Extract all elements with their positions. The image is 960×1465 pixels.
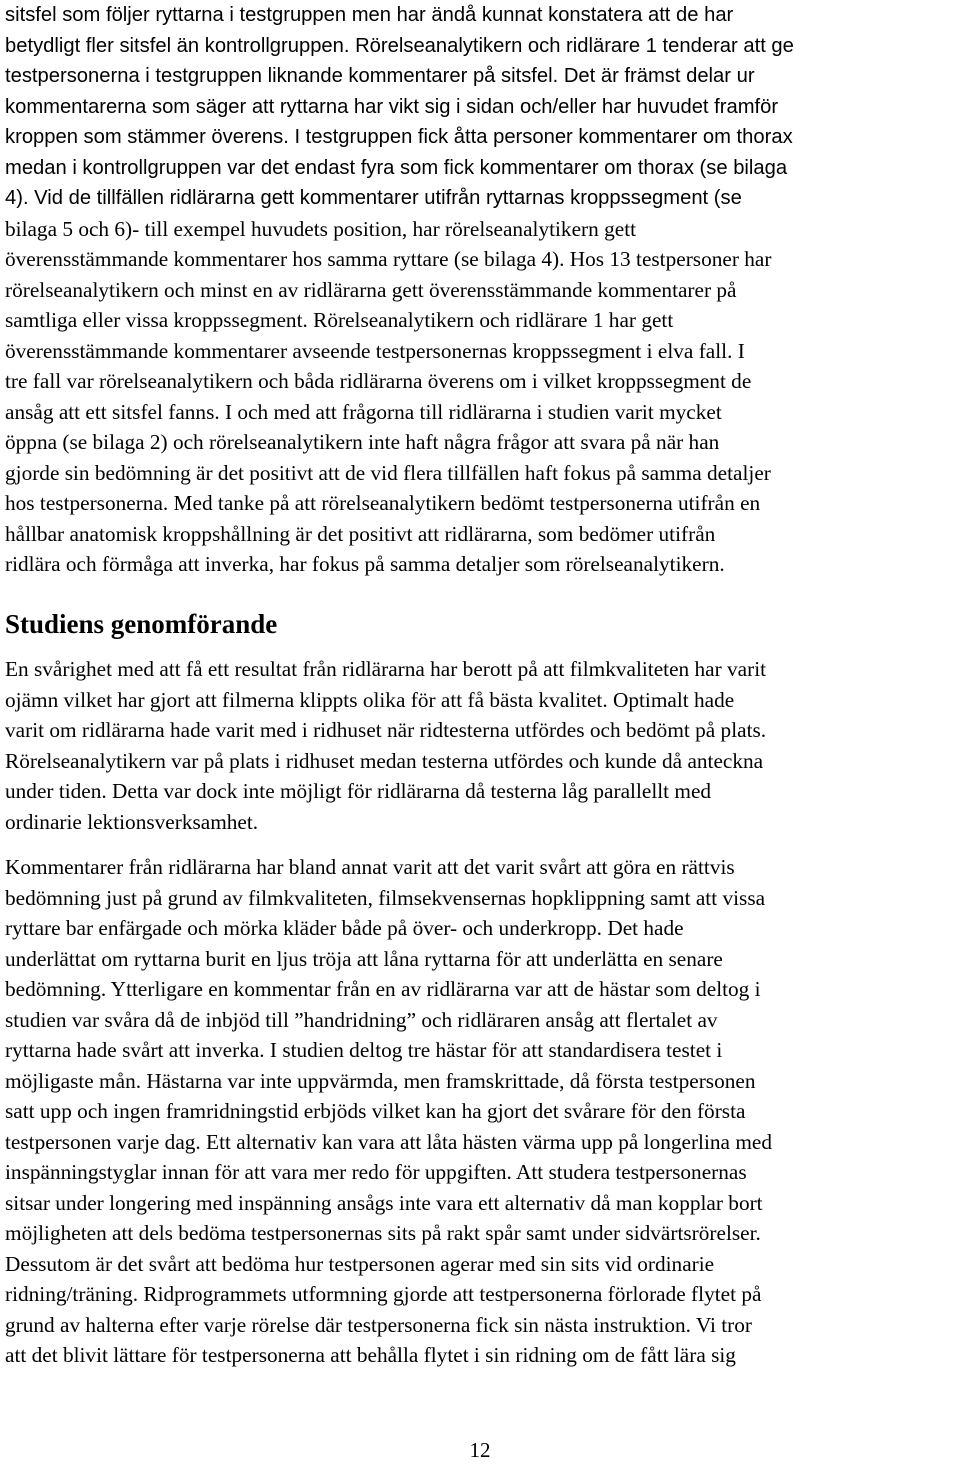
text-line: sitsar under longering med inspänning ansågs inte vara ett alternativ då man kopplar bort	[5, 1190, 763, 1215]
text-line: Kommentarer från ridlärarna har bland annat varit att det varit svårt att göra en rättvis	[5, 855, 735, 879]
text-line: tre fall var rörelseanalytikern och båda ridlärarna överens om i vilket kroppssegment de	[5, 369, 752, 393]
text-line: överensstämmande kommentarer avseende testpersonernas kroppssegment i elva fall. I	[5, 338, 745, 363]
text-line: bedömning just på grund av filmkvaliteten, filmsekvensernas hopklippning samt att vissa	[5, 885, 766, 910]
text-line: kroppen som stämmer överens. I testgruppen fick åtta personer kommentarer om thorax	[5, 126, 793, 148]
text-line: möjligaste mån. Hästarna var inte uppvärmda, men framskrittade, då första testpersonen	[5, 1068, 756, 1093]
text-line: ryttarna hade svårt att inverka. I studien deltog tre hästar för att standardisera testet i	[5, 1038, 723, 1062]
text-line: att det blivit lättare för testpersonerna att behålla flytet i sin ridning om de fått lära sig	[5, 1343, 736, 1367]
text-line: öppna (se bilaga 2) och rörelseanalytikern inte haft några frågor att svara på när han	[5, 430, 720, 454]
text-line: rörelseanalytikern och minst en av ridlärarna gett överensstämmande kommentarer på	[5, 277, 737, 302]
text-line: betydligt fler sitsfel än kontrollgruppen. Rörelseanalytikern och ridlärare 1 tenderar att ge	[5, 34, 794, 57]
text-line: underlättat om ryttarna burit en ljus tröja att låna ryttarna för att underlätta en senare	[5, 946, 723, 971]
paragraph-results-discussion	[5, 0, 960, 580]
text-line: bilaga 5 och 6)- till exempel huvudets position, har rörelseanalytikern gett	[5, 216, 637, 241]
text-line: under tiden. Detta var dock inte möjligt för ridlärarna då testerna låg parallellt med	[5, 779, 712, 803]
text-line: hos testpersonerna. Med tanke på att rörelseanalytikern bedömt testpersonerna utifrån en	[5, 491, 761, 515]
text-line: inspänningstyglar innan för att vara mer redo för uppgiften. Att studera testpersonernas	[5, 1160, 747, 1184]
text-line: kommentarerna som säger att ryttarna har vikt sig i sidan och/eller har huvudet framför	[5, 95, 779, 118]
text-line: sitsfel som följer ryttarna i testgruppen men har ändå kunnat konstatera att de har	[5, 4, 734, 26]
paragraph-study-execution	[5, 654, 960, 837]
section-heading: Studiens genomförande	[5, 609, 278, 639]
text-line: ojämn vilket har gjort att filmerna klippts olika för att få bästa kvalitet. Optimalt hade	[5, 687, 735, 712]
text-line: 4). Vid de tillfällen ridlärarna gett kommentarer utifrån ryttarnas kroppssegment (se	[5, 187, 742, 209]
text-line: möjligheten att dels bedöma testpersonernas sits på rakt spår samt under sidvärtsrörelser.	[5, 1221, 761, 1245]
text-line: Dessutom är det svårt att bedöma hur testpersonen agerar med sin sits vid ordinarie	[5, 1251, 715, 1276]
text-line: medan i kontrollgruppen var det endast fyra som fick kommentarer om thorax (se bilaga	[5, 156, 788, 179]
text-line: satt upp och ingen framridningstid erbjöds vilket kan ha gjort det svårare för den första	[5, 1099, 746, 1123]
text-line: ridning/träning. Ridprogrammets utformning gjorde att testpersonerna förlorade flytet på	[5, 1282, 762, 1306]
text-line: samtliga eller vissa kroppssegment. Rörelseanalytikern och ridlärare 1 har gett	[5, 308, 674, 332]
text-line: ordinarie lektionsverksamhet.	[5, 809, 259, 834]
text-line: överensstämmande kommentarer hos samma ryttare (se bilaga 4). Hos 13 testpersoner har	[5, 247, 772, 271]
text-line: testpersonerna i testgruppen liknande kommentarer på sitsfel. Det är främst delar ur	[5, 65, 755, 87]
text-line: ryttare bar enfärgade och mörka kläder både på över- och underkropp. Det hade	[5, 916, 684, 940]
paragraph-instructor-comments	[5, 852, 960, 1371]
page-number: 12	[469, 1438, 491, 1462]
text-line: grund av halterna efter varje rörelse där testpersonerna fick sin nästa instruktion. Vi tror	[5, 1312, 753, 1337]
text-line: bedömning. Ytterligare en kommentar från en av ridlärarna var att de hästar som deltog i	[5, 977, 761, 1001]
text-line: varit om ridlärarna hade varit med i ridhuset när ridtesterna utfördes och bedömt på plats.	[5, 718, 767, 742]
text-line: hållbar anatomisk kroppshållning är det positivt att ridlärarna, som bedömer utifrån	[5, 521, 716, 546]
text-line: Rörelseanalytikern var på plats i ridhuset medan testerna utfördes och kunde då anteckna	[5, 748, 764, 773]
text-line: En svårighet med att få ett resultat från ridlärarna har berott på att filmkvaliteten har varit	[5, 657, 767, 681]
text-line: testpersonen varje dag. Ett alternativ kan vara att låta hästen värma upp på longerlina med	[5, 1129, 772, 1154]
text-line: ansåg att ett sitsfel fanns. I och med att frågorna till ridlärarna i studien varit mycket	[5, 399, 722, 424]
text-line: gjorde sin bedömning är det positivt att de vid flera tillfällen haft fokus på samma detaljer	[5, 460, 771, 485]
text-line: studien var svåra då de inbjöd till ”handridning” och ridläraren ansåg att flertalet av	[5, 1007, 718, 1032]
text-line: ridlära och förmåga att inverka, har fokus på samma detaljer som rörelseanalytikern.	[5, 552, 725, 576]
